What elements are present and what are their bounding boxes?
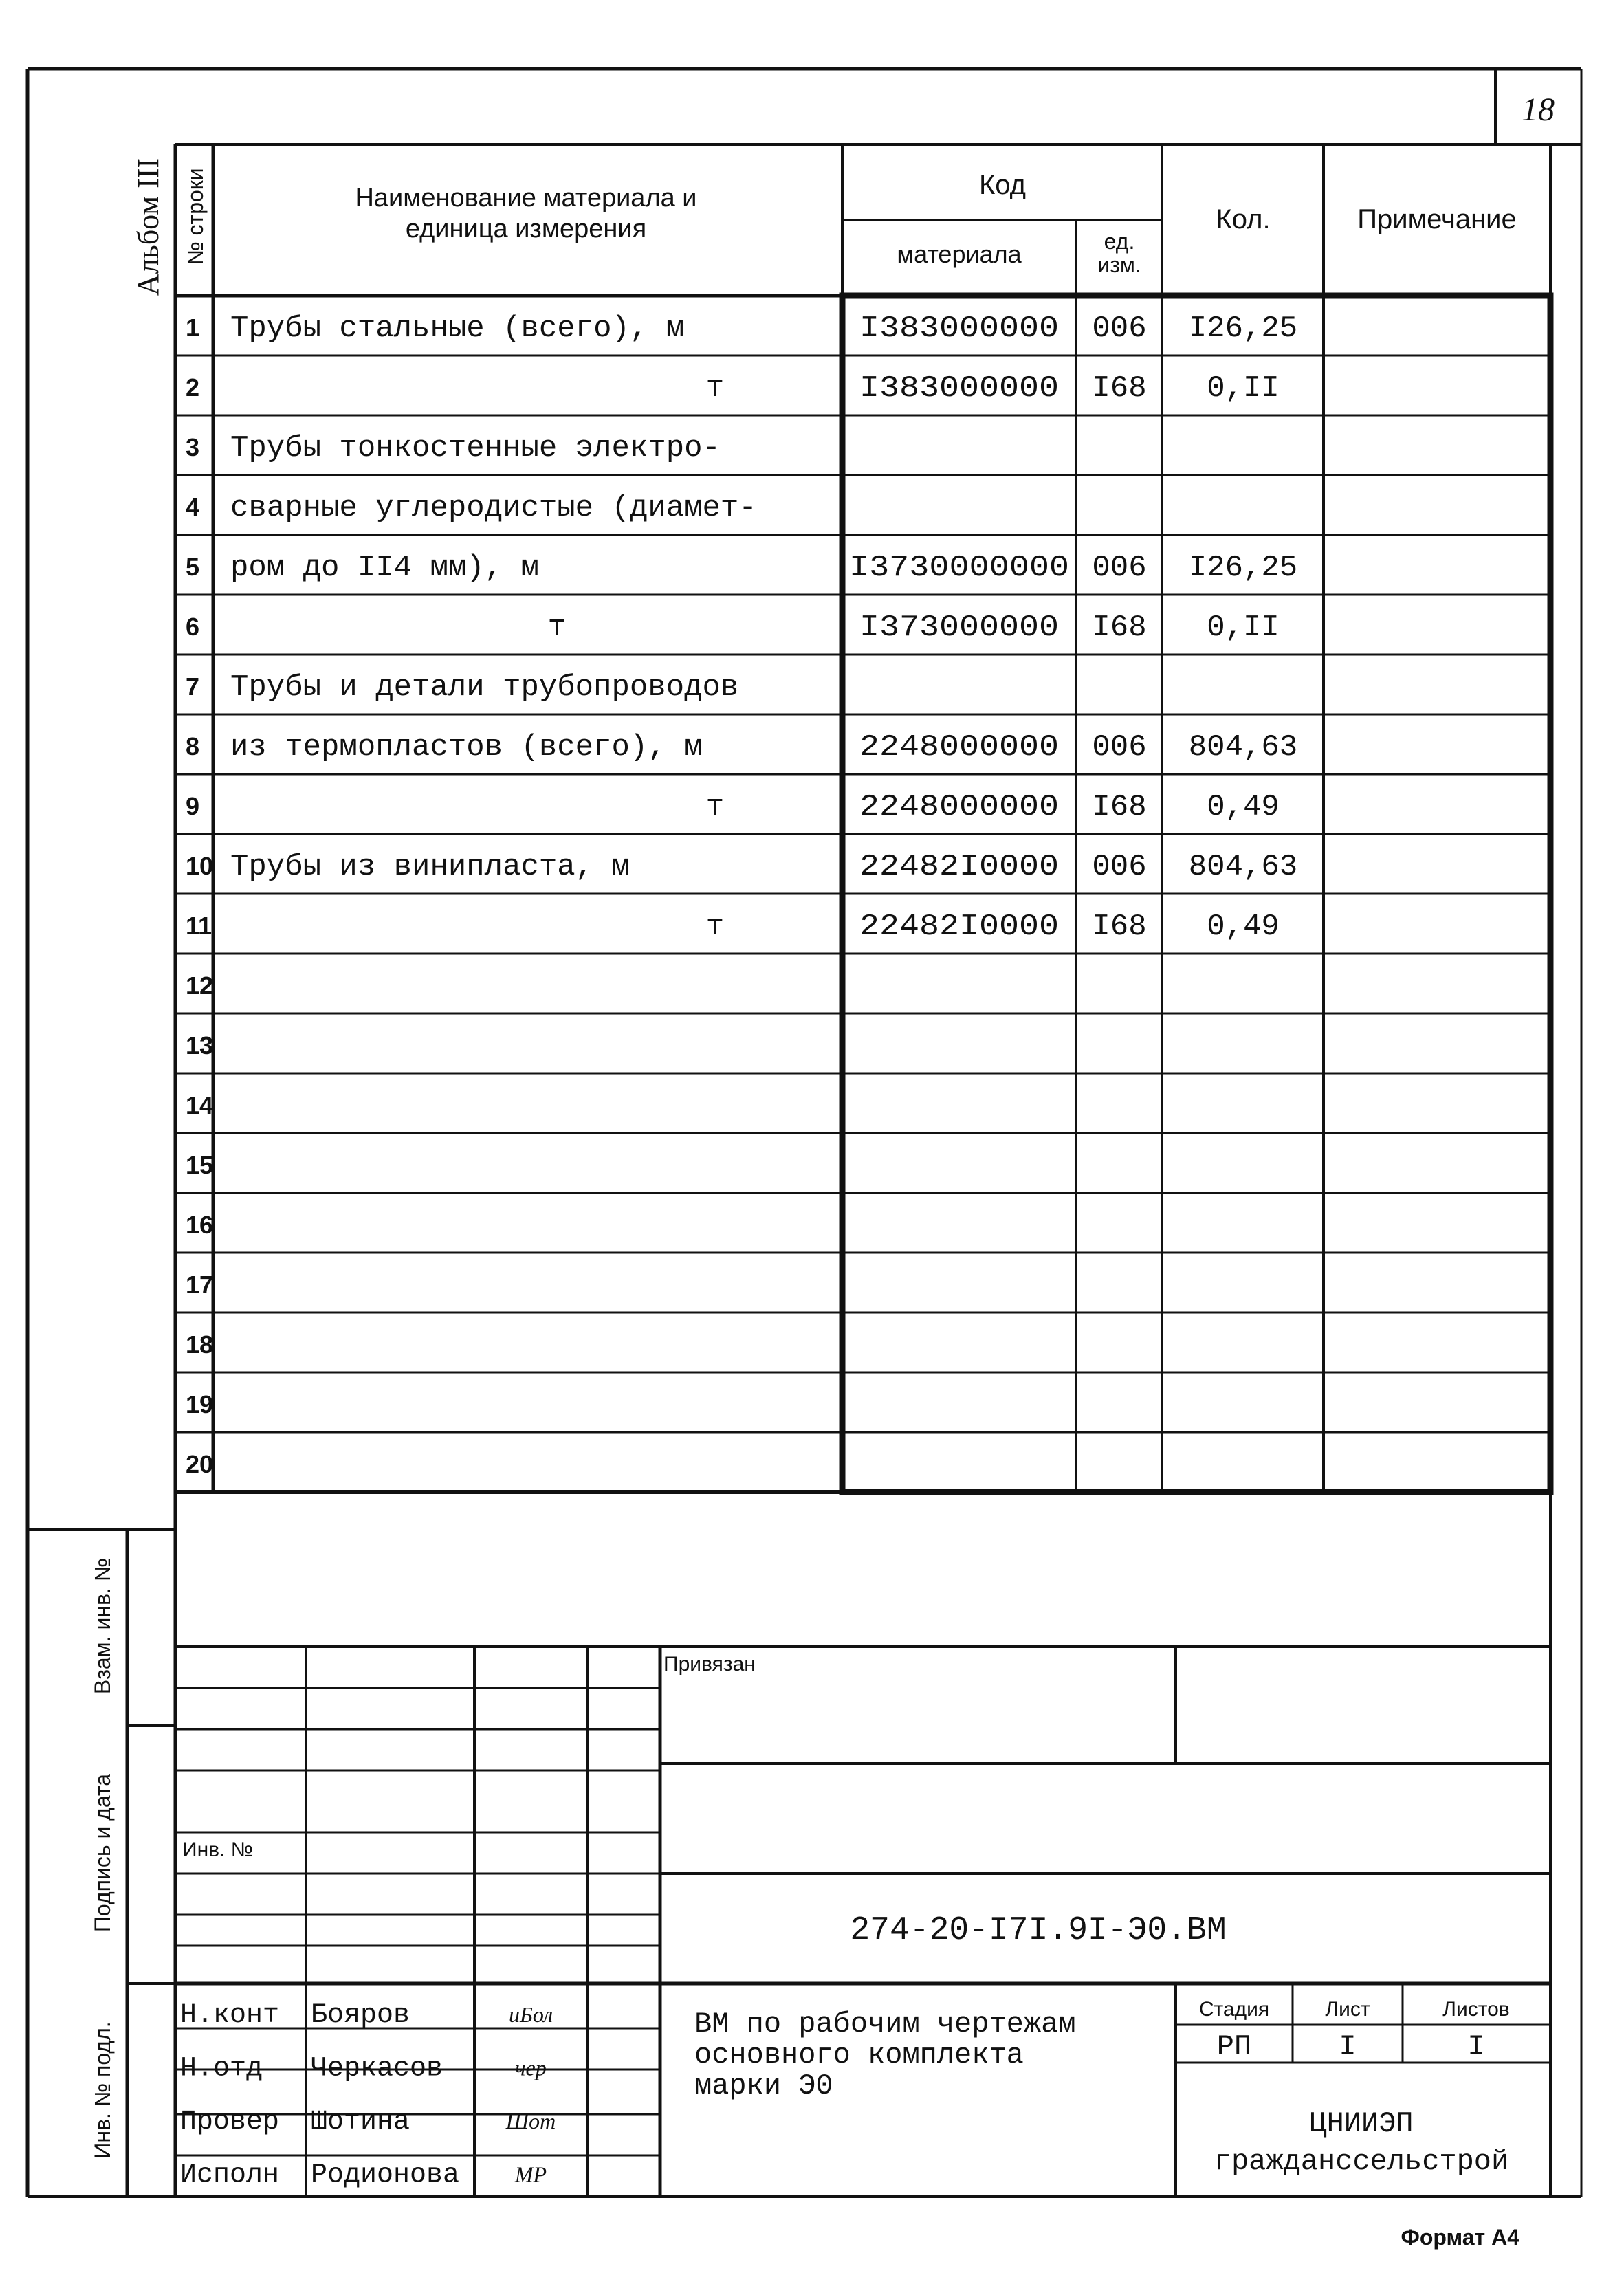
header-unit-line2: изм. (1097, 252, 1141, 277)
quantity: 0,49 (1207, 790, 1280, 825)
unit-code: I68 (1092, 910, 1147, 945)
handwritten-signature: иБол (508, 2001, 553, 2027)
row-number: 8 (186, 732, 200, 761)
unit-code: I68 (1092, 611, 1147, 646)
material-name: Трубы тонкостенные электро- (230, 431, 721, 466)
material-code: I383000000 (859, 311, 1059, 347)
table-row (186, 1031, 213, 1059)
material-name: сварные углеродистые (диамет- (230, 491, 757, 526)
table-grid (175, 296, 1550, 1492)
row-number: 4 (186, 493, 200, 522)
unit-code: 006 (1092, 311, 1147, 347)
table-row (186, 1271, 213, 1299)
table-row (186, 1390, 213, 1418)
material-code: 2248000000 (859, 790, 1059, 825)
side-label-signature-date: Подпись и дата (90, 1773, 115, 1933)
material-name: Трубы из винипласта, м (230, 850, 630, 885)
unit-code: 006 (1092, 730, 1147, 765)
material-name: Трубы и детали трубопроводов (230, 670, 739, 705)
material-code: 22482I0000 (859, 910, 1059, 945)
row-number: 9 (186, 792, 200, 821)
signature-row (180, 2160, 547, 2190)
signature-role: Исполн (180, 2160, 280, 2191)
row-number: 11 (186, 912, 212, 941)
description-line2: основного комплекта (694, 2039, 1024, 2072)
handwritten-signature: чер (515, 2055, 547, 2080)
material-name: т (547, 611, 567, 646)
quantity: I26,25 (1188, 551, 1298, 586)
handwritten-signature: МР (514, 2162, 547, 2187)
table-row (186, 1450, 213, 1478)
table-body (186, 311, 1297, 1478)
organization-line1: ЦНИИЭП (1309, 2107, 1414, 2140)
row-number: 19 (186, 1390, 214, 1419)
table-row (186, 431, 721, 465)
sheet-value: I (1339, 2030, 1357, 2063)
stage-value: РП (1216, 2030, 1252, 2063)
material-code: I373000000 (859, 611, 1059, 646)
unit-code: I68 (1092, 790, 1147, 825)
material-name: т (705, 790, 725, 825)
table-row (186, 670, 738, 705)
row-number: 20 (186, 1450, 214, 1479)
side-label-replacement-inventory: Взам. инв. № (90, 1557, 115, 1695)
stage-label: Стадия (1198, 1998, 1270, 2021)
row-number: 15 (186, 1151, 214, 1180)
row-number: 17 (186, 1271, 214, 1299)
row-number: 5 (186, 553, 200, 582)
material-code: I3730000000 (849, 551, 1069, 586)
organization-line2: гражданссельстрой (1214, 2145, 1509, 2178)
signature-name: Черкасов (311, 2053, 443, 2085)
row-number: 18 (186, 1330, 214, 1359)
row-number: 13 (186, 1031, 214, 1060)
header-material: материала (897, 240, 1022, 268)
table-row (186, 730, 1297, 765)
signature-name: Бояров (311, 1999, 410, 2031)
sheet-label: Лист (1325, 1998, 1370, 2021)
table-row (186, 1211, 213, 1239)
sheets-label: Листов (1442, 1998, 1510, 2021)
album-label: Альбом III (131, 157, 165, 296)
quantity: 0,II (1207, 371, 1280, 406)
material-code: I383000000 (859, 371, 1059, 406)
material-code: 2248000000 (859, 730, 1059, 765)
quantity: I26,25 (1188, 311, 1298, 347)
quantity: 804,63 (1188, 730, 1298, 765)
table-row (186, 850, 1297, 884)
signature-name: Родионова (311, 2160, 460, 2191)
header-row-number: № строки (183, 168, 208, 265)
table-row (186, 1330, 213, 1359)
table-row (186, 551, 1297, 585)
signature-name: Шотина (311, 2106, 410, 2138)
sheets-value: I (1467, 2030, 1485, 2063)
header-unit-line1: ед. (1104, 229, 1135, 254)
table-row (186, 1151, 213, 1179)
header-quantity: Кол. (1216, 204, 1271, 234)
header-note: Примечание (1357, 204, 1517, 234)
header-code: Код (978, 170, 1027, 200)
row-number: 10 (186, 852, 214, 881)
format-label: Формат А4 (1401, 2225, 1519, 2250)
side-label-original-inventory: Инв. № подл. (90, 2021, 115, 2159)
quantity: 804,63 (1188, 850, 1298, 885)
table-row (186, 371, 1280, 406)
handwritten-signature: Шот (505, 2108, 556, 2133)
table-row (186, 790, 1280, 824)
row-number: 2 (186, 373, 200, 402)
row-number: 6 (186, 613, 200, 641)
unit-code: I68 (1092, 371, 1147, 406)
material-name: т (705, 910, 725, 945)
signature-role: Н.конт (180, 1999, 280, 2031)
row-number: 1 (186, 314, 200, 342)
signature-role: Н.отд (180, 2053, 263, 2085)
row-number: 12 (186, 971, 214, 1000)
privyazan-label: Привязан (663, 1653, 756, 1676)
row-number: 7 (186, 672, 200, 701)
material-name: т (705, 371, 725, 406)
unit-code: 006 (1092, 551, 1147, 586)
quantity: 0,II (1207, 611, 1280, 646)
material-name: из термопластов (всего), м (230, 730, 703, 765)
document-code: 274-20-I7I.9I-Э0.ВМ (850, 1912, 1227, 1949)
row-number: 3 (186, 433, 200, 462)
inventory-number-label: Инв. № (182, 1838, 253, 1861)
row-number: 14 (186, 1091, 214, 1120)
signature-row (180, 2107, 556, 2138)
signature-role: Провер (180, 2106, 280, 2138)
table-row (186, 910, 1280, 944)
header-name-line1: Наименование материала и (355, 184, 697, 212)
table-row (186, 491, 757, 525)
material-name: Трубы стальные (всего), м (230, 311, 685, 347)
table-row (186, 971, 213, 1000)
signature-row (180, 2000, 553, 2031)
table-row (186, 611, 1280, 645)
quantity: 0,49 (1207, 910, 1280, 945)
header-name-line2: единица измерения (405, 215, 647, 243)
unit-code: 006 (1092, 850, 1147, 885)
description-line1: ВМ по рабочим чертежам (694, 2008, 1076, 2041)
description-line3: марки Э0 (694, 2069, 833, 2102)
table-row (186, 311, 1297, 346)
table-row (186, 1091, 213, 1119)
material-code: 22482I0000 (859, 850, 1059, 885)
material-name: ром до II4 мм), м (230, 551, 539, 586)
page-number: 18 (1522, 91, 1555, 128)
row-number: 16 (186, 1211, 214, 1240)
